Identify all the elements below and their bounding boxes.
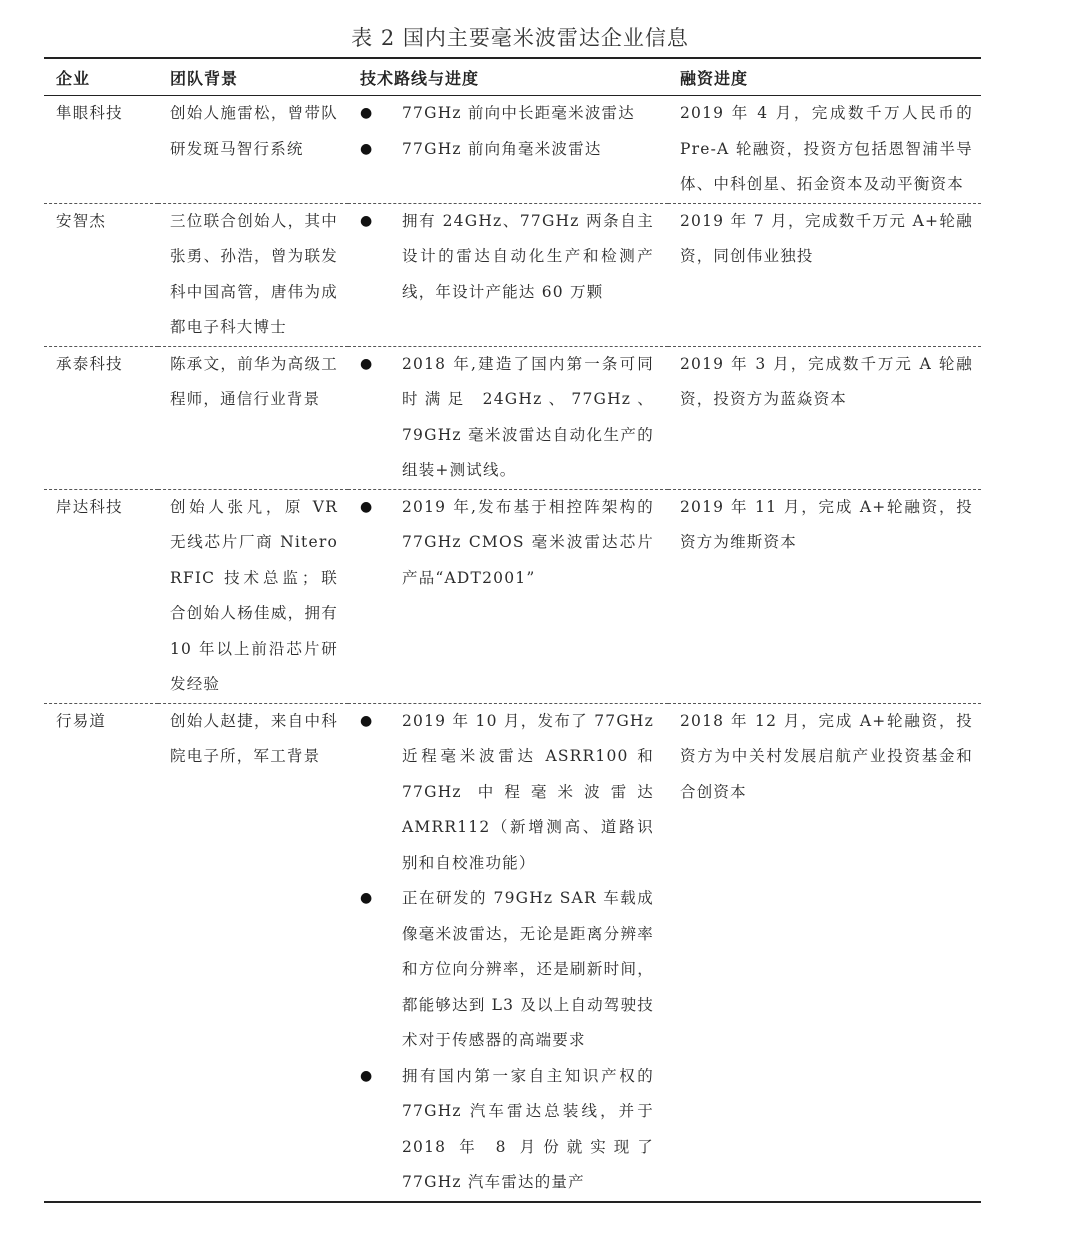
company-name: 行易道 xyxy=(44,703,158,1202)
table-row xyxy=(44,489,981,703)
company-name: 岸达科技 xyxy=(44,489,158,703)
tech-route xyxy=(348,203,668,346)
bullet-icon: ● xyxy=(360,712,374,729)
tech-bullet: ● 77GHz 前向角毫米波雷达 xyxy=(360,132,668,168)
company-name: 隼眼科技 xyxy=(56,104,123,122)
financing-progress: 2019 年 4 月，完成数千万人民币的 Pre-A 轮融资，投资方包括恩智浦半导体、中科创星、拓金资本及动平衡资本 xyxy=(680,104,973,193)
tech-bullet: ● 正在研发的 79GHz SAR 车载成像毫米波雷达，无论是距离分辨率和方位向分辨率，还是刷新时间，都能够达到 L3 及以上自动驾驶技术对于传感器的高端要求 xyxy=(360,881,668,1059)
header-tech: 技术路线与进度 xyxy=(360,68,480,88)
team-background: 创始人赵捷，来自中科院电子所，军工背景 xyxy=(158,703,348,1202)
financing-progress: 2019 年 7 月，完成数千万元 A+轮融资，同创伟业独投 xyxy=(668,203,981,346)
tech-route xyxy=(348,96,668,204)
tech-route xyxy=(348,489,668,703)
tech-bullet: ● 2018 年,建造了国内第一条可同时满足 24GHz、77GHz、79GHz 毫米波雷达自动化生产的组装+测试线。 xyxy=(360,347,668,489)
team-background: 陈承文，前华为高级工程师，通信行业背景 xyxy=(158,346,348,489)
tech-bullet: ● 拥有 24GHz、77GHz 两条自主设计的雷达自动化生产和检测产线，年设计产能达 60 万颗 xyxy=(360,204,668,311)
team-background: 创始人张凡，原 VR 无线芯片厂商 Nitero RFIC 技术总监；联合创始人杨佳威，拥有 10 年以上前沿芯片研发经验 xyxy=(158,489,348,703)
team-background: 三位联合创始人，其中张勇、孙浩，曾为联发科中国高管，唐伟为成都电子科大博士 xyxy=(158,203,348,346)
bullet-icon: ● xyxy=(360,498,374,515)
table-caption: 表 2 国内主要毫米波雷达企业信息 xyxy=(351,26,689,50)
financing-progress: 2019 年 11 月，完成 A+轮融资，投资方为维斯资本 xyxy=(668,489,981,703)
tech-route xyxy=(348,703,668,1202)
table-row xyxy=(44,703,981,1202)
bullet-icon: ● xyxy=(360,355,374,372)
tech-route xyxy=(348,346,668,489)
table-row xyxy=(44,203,981,346)
bullet-icon: ● xyxy=(360,140,374,157)
header-company: 企业 xyxy=(56,68,91,88)
company-name: 安智杰 xyxy=(44,203,158,346)
team-background: 创始人施雷松，曾带队研发斑马智行系统 xyxy=(170,104,338,158)
table-row xyxy=(44,346,981,489)
table-header-row xyxy=(44,58,981,96)
bullet-icon: ● xyxy=(360,890,374,906)
bullet-icon: ● xyxy=(360,105,374,121)
tech-bullet: ● 2019 年,发布基于相控阵架构的 77GHz CMOS 毫米波雷达芯片产品“ADT2001” xyxy=(360,490,668,597)
company-table xyxy=(44,57,981,1203)
header-team: 团队背景 xyxy=(170,68,239,88)
financing-progress: 2019 年 3 月，完成数千万元 A 轮融资，投资方为蓝焱资本 xyxy=(668,346,981,489)
table-row xyxy=(44,96,981,204)
bullet-icon: ● xyxy=(360,1067,374,1084)
tech-bullet: ● 拥有国内第一家自主知识产权的 77GHz 汽车雷达总装线，并于 2018 年 8 月份就实现了 77GHz 汽车雷达的量产 xyxy=(360,1059,668,1201)
financing-progress: 2018 年 12 月，完成 A+轮融资，投资方为中关村发展启航产业投资基金和合创资本 xyxy=(668,703,981,1202)
bullet-icon: ● xyxy=(360,212,374,229)
header-financing: 融资进度 xyxy=(680,68,749,88)
tech-bullet: ● 2019 年 10 月，发布了 77GHz 近程毫米波雷达 ASRR100 和 77GHz 中程毫米波雷达 AMRR112（新增测高、道路识别和自校准功能） xyxy=(360,704,668,882)
tech-bullet: ● 77GHz 前向中长距毫米波雷达 xyxy=(360,96,668,132)
company-name: 承泰科技 xyxy=(44,346,158,489)
